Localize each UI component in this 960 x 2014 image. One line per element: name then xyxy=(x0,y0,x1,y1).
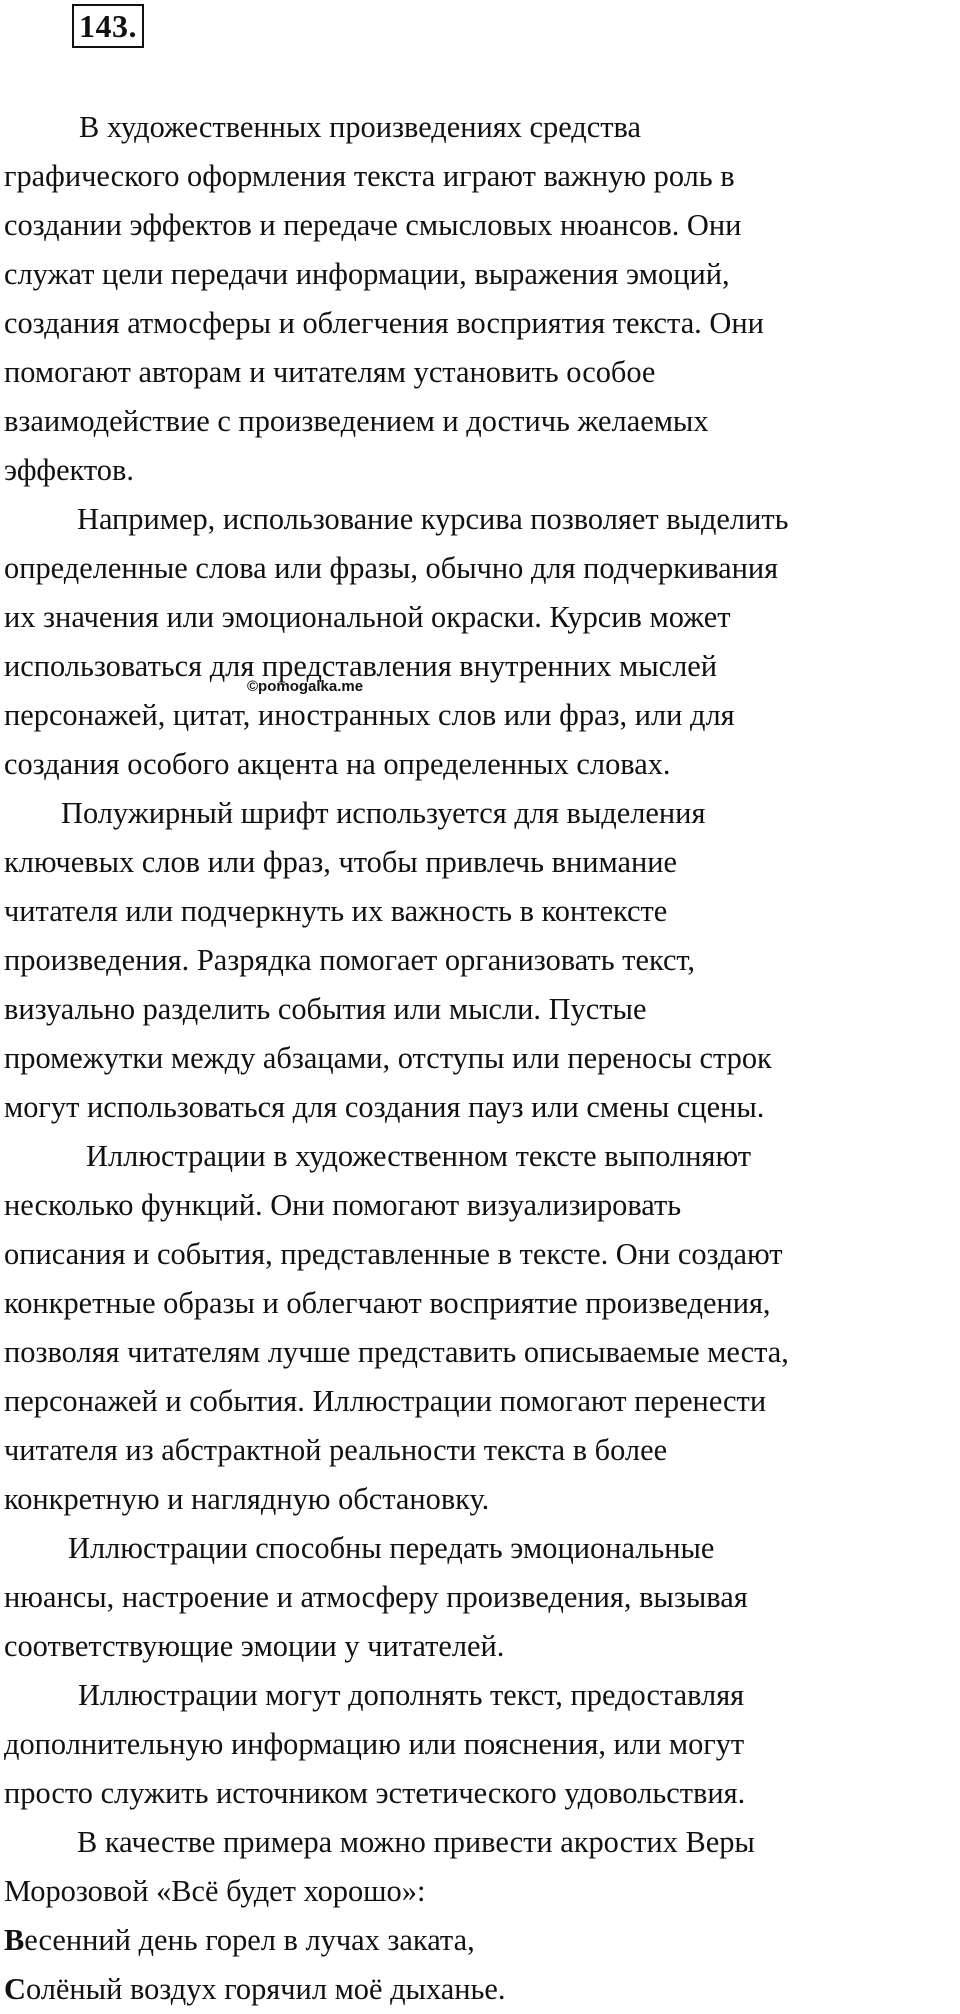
poem-line-rest: есенний день горел в лучах заката, xyxy=(24,1923,475,1957)
text-line: графического оформления текста играют важную роль в xyxy=(4,159,735,193)
text-line: нюансы, настроение и атмосферу произведения, вызывая xyxy=(4,1580,748,1614)
watermark: ©pomogalka.me xyxy=(247,678,364,695)
text-line: В качестве примера можно привести акростих Веры xyxy=(77,1825,755,1859)
acrostic-letter: В xyxy=(4,1923,25,1957)
poem-line xyxy=(4,1916,956,1965)
text-line: соответствующие эмоции у читателей. xyxy=(4,1629,505,1663)
text-line: создания атмосферы и облегчения восприятия текста. Они xyxy=(4,306,764,340)
text-line: несколько функций. Они помогают визуализировать xyxy=(4,1188,682,1222)
answer-text xyxy=(4,103,956,2014)
text-line: их значения или эмоциональной окраски. Курсив может xyxy=(4,600,731,634)
poem-line xyxy=(4,1965,956,2014)
text-line: Например, использование курсива позволяет выделить xyxy=(77,502,789,536)
acrostic-letter: С xyxy=(4,1972,26,2006)
text-line: определенные слова или фразы, обычно для подчеркивания xyxy=(4,551,779,585)
text-line: персонажей и события. Иллюстрации помогают перенести xyxy=(4,1384,767,1418)
text-line: В художественных произведениях средства xyxy=(79,110,641,144)
text-line: позволяя читателям лучше представить описываемые места, xyxy=(4,1335,789,1369)
text-line: визуально разделить события или мысли. Пустые xyxy=(4,992,647,1026)
text-line: помогают авторам и читателям установить особое xyxy=(4,355,656,389)
text-line: промежутки между абзацами, отступы или переносы строк xyxy=(4,1041,772,1075)
text-line: описания и события, представленные в тексте. Они создают xyxy=(4,1237,783,1271)
text-line: персонажей, цитат, иностранных слов или фраз, или для xyxy=(4,698,735,732)
text-line: эффектов. xyxy=(4,453,134,487)
task-number: 143. xyxy=(72,4,144,48)
text-line: Морозовой «Всё будет хорошо»: xyxy=(4,1874,426,1908)
text-line: Иллюстрации могут дополнять текст, предоставляя xyxy=(78,1678,745,1712)
text-line: использоваться для представления внутренних мыслей xyxy=(4,649,718,683)
text-line: произведения. Разрядка помогает организовать текст, xyxy=(4,943,696,977)
poem-line-rest: олёный воздух горячил моё дыханье. xyxy=(25,1972,506,2006)
text-line: создания особого акцента на определенных словах. xyxy=(4,747,671,781)
text-line: читателя из абстрактной реальности текста в более xyxy=(4,1433,668,1467)
text-line: дополнительную информацию или пояснения, или могут xyxy=(4,1727,745,1761)
text-line: Иллюстрации способны передать эмоциональные xyxy=(68,1531,715,1565)
text-line: взаимодействие с произведением и достичь желаемых xyxy=(4,404,709,438)
text-line: создании эффектов и передаче смысловых нюансов. Они xyxy=(4,208,742,242)
text-line: служат цели передачи информации, выражения эмоций, xyxy=(4,257,730,291)
text-line: Иллюстрации в художественном тексте выполняют xyxy=(86,1139,752,1173)
text-line: Полужирный шрифт используется для выделения xyxy=(61,796,706,830)
text-line: могут использоваться для создания пауз или смены сцены. xyxy=(4,1090,765,1124)
text-line: просто служить источником эстетического удовольствия. xyxy=(4,1776,746,1810)
text-line: ключевых слов или фраз, чтобы привлечь внимание xyxy=(4,845,678,879)
text-line: читателя или подчеркнуть их важность в контексте xyxy=(4,894,668,928)
text-line: конкретные образы и облегчают восприятие произведения, xyxy=(4,1286,771,1320)
text-line: конкретную и наглядную обстановку. xyxy=(4,1482,490,1516)
